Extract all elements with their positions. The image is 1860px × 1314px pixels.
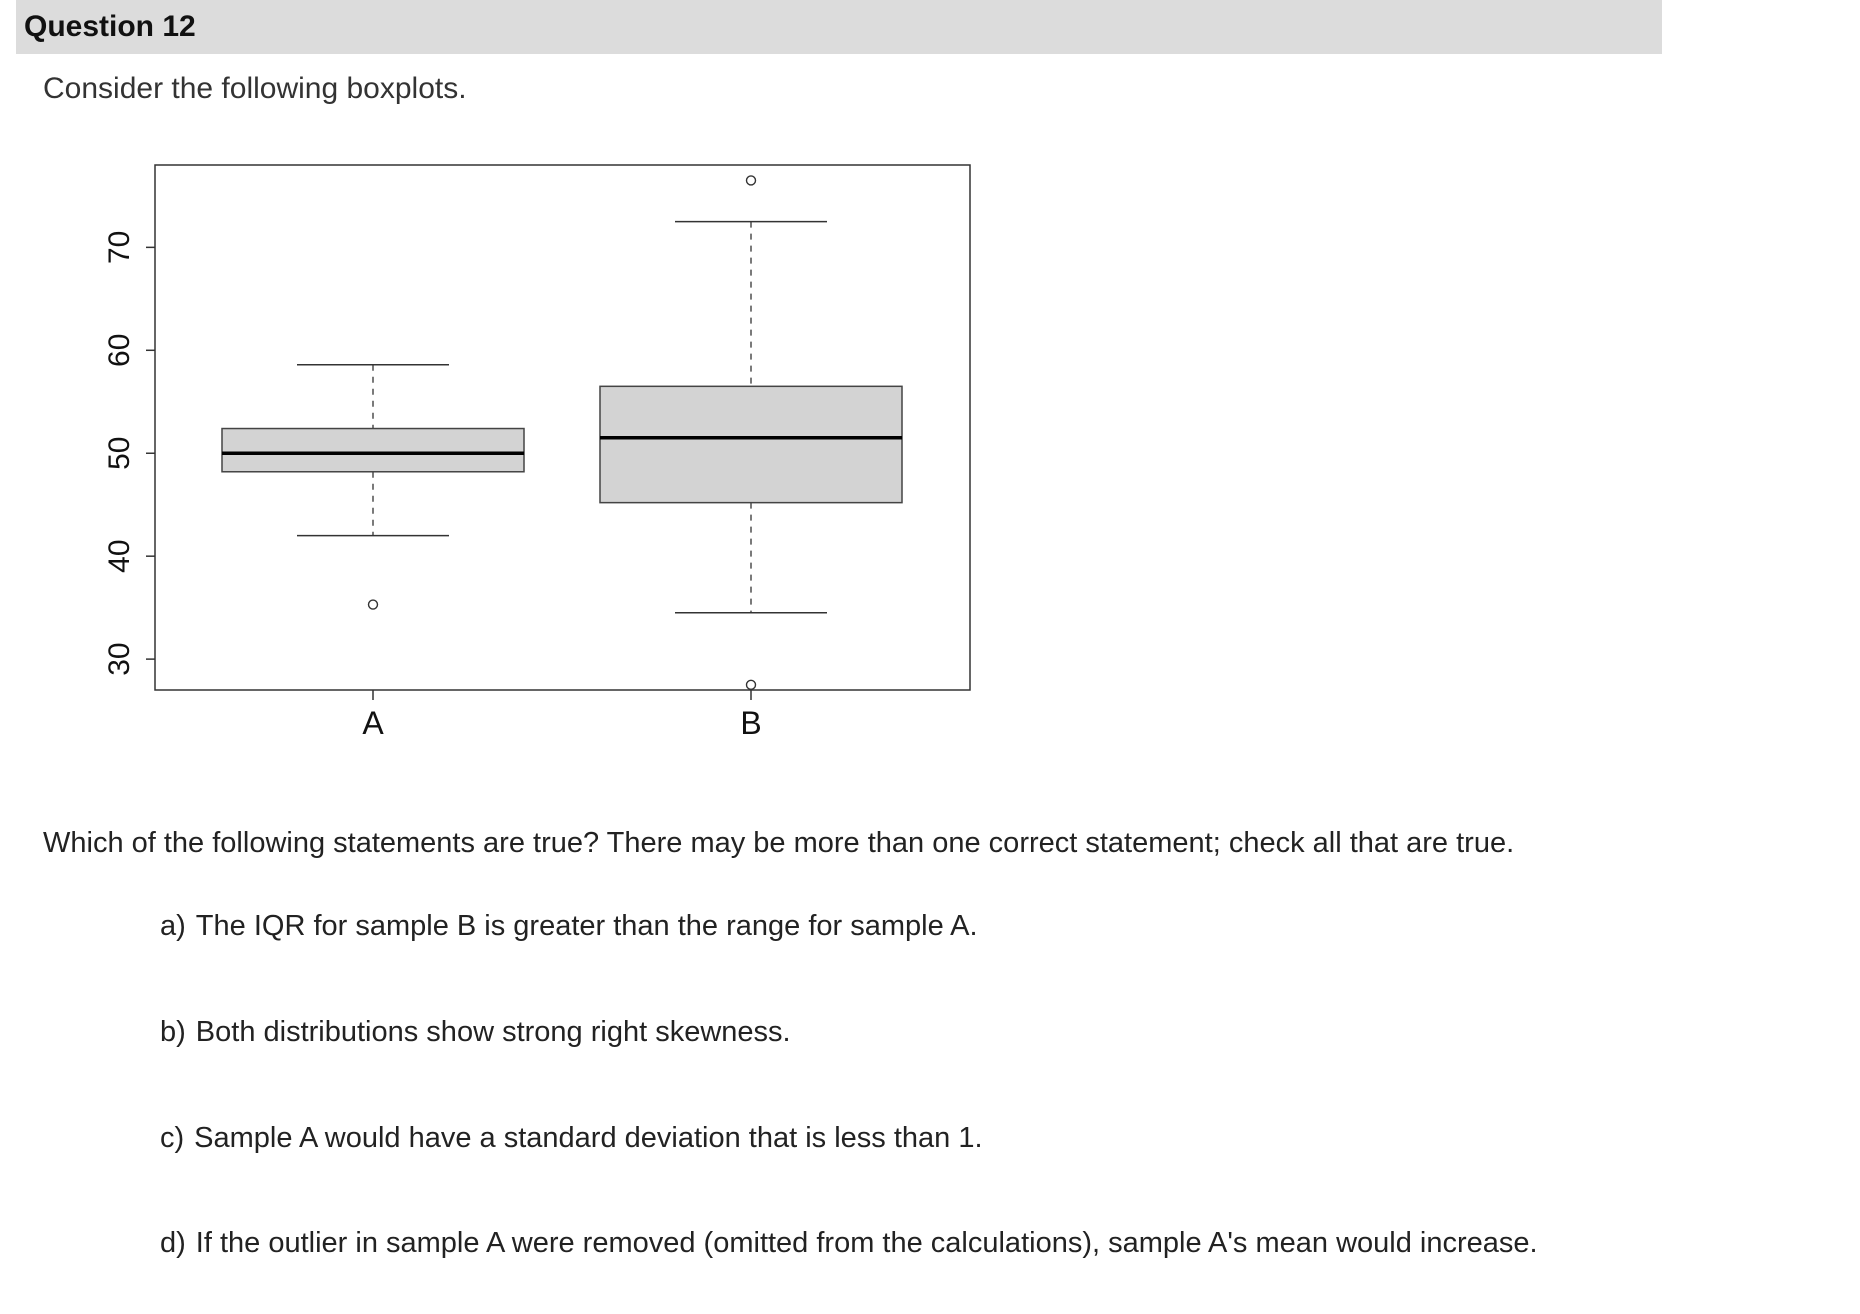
y-tick-label-70: 70 xyxy=(103,230,136,265)
y-tick-label-50: 50 xyxy=(103,436,136,470)
option-a-text: The IQR for sample B is greater than the range for sample A. xyxy=(195,910,978,942)
y-tick-label-60: 60 xyxy=(103,333,136,367)
boxplot-chart xyxy=(80,150,1000,740)
option-c-text: Sample A would have a standard deviation that is less than 1. xyxy=(194,1122,983,1154)
outlier-point-B-1 xyxy=(747,176,756,185)
outlier-point-B-0 xyxy=(747,680,756,689)
option-b[interactable] xyxy=(160,1016,791,1049)
intro-text: Consider the following boxplots. xyxy=(43,72,467,105)
question-title: Question 12 xyxy=(24,10,196,43)
option-d-text: If the outlier in sample A were removed (omitted from the calculations), sample A's mean would increase. xyxy=(195,1227,1538,1259)
question-header xyxy=(16,0,1662,54)
question-prompt: Which of the following statements are true? There may be more than one correct statement; check all that are true. xyxy=(43,827,1515,859)
y-tick-label-40: 40 xyxy=(103,539,136,573)
box-A xyxy=(222,429,524,472)
option-d[interactable] xyxy=(160,1227,1538,1260)
option-b-text: Both distributions show strong right skewness. xyxy=(195,1016,791,1048)
option-c-letter: c) xyxy=(160,1122,185,1154)
box-B xyxy=(600,386,902,502)
option-c[interactable] xyxy=(160,1122,983,1155)
x-tick-label-B: B xyxy=(740,705,762,740)
outlier-point-A-0 xyxy=(369,600,378,609)
option-a[interactable] xyxy=(160,910,978,943)
option-d-letter: d) xyxy=(160,1227,186,1259)
option-a-letter: a) xyxy=(160,910,186,942)
y-tick-label-30: 30 xyxy=(103,642,136,676)
option-b-letter: b) xyxy=(160,1016,186,1048)
x-tick-label-A: A xyxy=(362,705,384,740)
